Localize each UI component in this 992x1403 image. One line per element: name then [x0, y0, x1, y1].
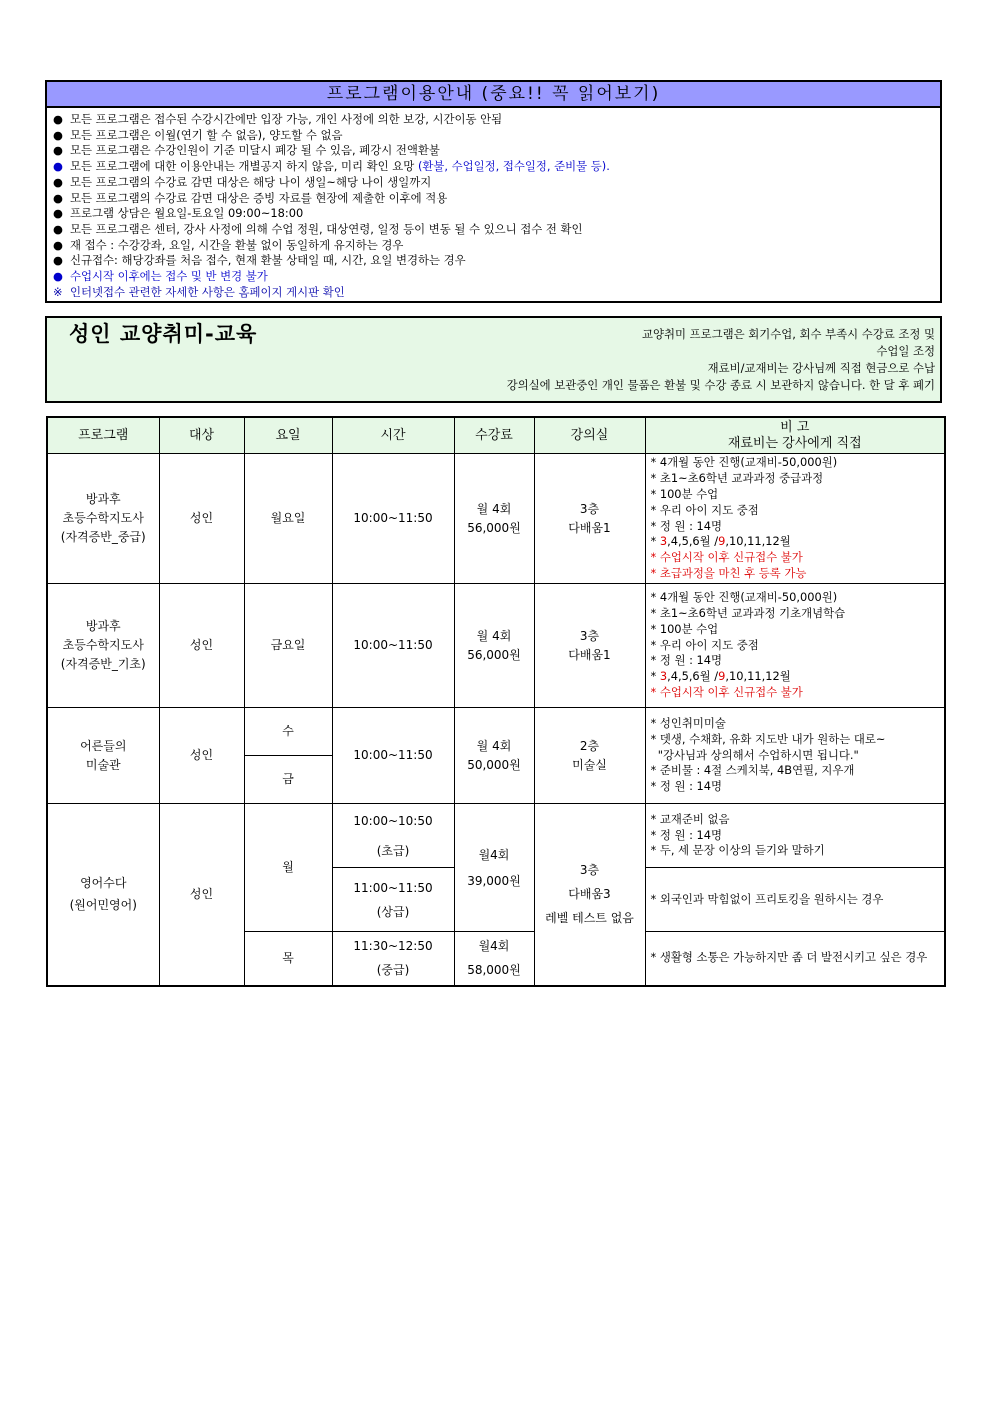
notice-list [47, 108, 940, 300]
category-heading-box [45, 316, 942, 403]
program-notice-box [45, 80, 942, 303]
category-note: 교양취미 프로그램은 회기수업, 회수 부족시 수강료 조정 및 [641, 327, 935, 341]
fee-cell: 월4회 58,000원 [454, 932, 534, 986]
category-title: 성인 교양취미-교육 [69, 322, 258, 346]
remarks-cell: * 4개월 동안 진행(교재비-50,000원) * 초1~초6학년 교과과정 기초개념학습 * 100분 수업 * 우리 아이 지도 중점 * 정 원 : 14명 * 3,4,5,6월 /9,10,11,12월 * 수업시작 이후 신규접수 불가 [645, 584, 945, 708]
day-cell: 월 [244, 804, 332, 932]
remarks-cell: * 교재준비 없음 * 정 원 : 14명 * 두, 세 문장 이상의 듣기와 말하기 [645, 804, 945, 868]
category-notes [507, 326, 935, 394]
notice-title: 프로그램이용안내 (중요!! 꼭 읽어보기) [47, 82, 940, 108]
room-cell: 3층 다배움3 레벨 테스트 없음 [534, 804, 645, 986]
header-fee: 수강료 [454, 417, 534, 454]
category-note: 강의실에 보관중인 개인 물품은 환불 및 수강 종료 시 보관하지 않습니다. 한 달 후 폐기 [506, 378, 935, 392]
notice-item: ● 재 접수 : 수강강좌, 요일, 시간을 환불 없이 동일하게 유지하는 경우 [53, 237, 404, 252]
header-target: 대상 [159, 417, 244, 454]
table-row [47, 584, 945, 708]
target-cell: 성인 [159, 804, 244, 986]
room-cell: 3층 다배움1 [534, 584, 645, 708]
notice-item: ● 모든 프로그램에 대한 이용안내는 개별공지 하지 않음, 미리 확인 요망 (환불, 수업일정, 접수일정, 준비물 등). [53, 159, 610, 174]
header-remarks: 비 고 재료비는 강사에게 직접 [645, 417, 945, 454]
remarks-cell: * 외국인과 막힘없이 프리토킹을 원하시는 경우 [645, 868, 945, 932]
table-row [47, 708, 945, 756]
table-row [47, 804, 945, 868]
program-cell: 영어수다 (원어민영어) [47, 804, 159, 986]
notice-item: ● 모든 프로그램의 수강료 감면 대상은 해당 나이 생일~해당 나이 생일까지 [53, 174, 432, 189]
room-cell: 3층 다배움1 [534, 454, 645, 584]
time-cell: 10:00~11:50 [332, 454, 454, 584]
time-cell: 10:00~11:50 [332, 584, 454, 708]
notice-item: ※ 인터넷접수 관련한 자세한 사항은 홈페이지 게시판 확인 [53, 284, 345, 299]
notice-item: ● 모든 프로그램은 접수된 수강시간에만 입장 가능, 개인 사정에 의한 보강, 시간이동 안됨 [53, 112, 503, 126]
fee-cell: 월 4회 56,000원 [454, 584, 534, 708]
day-cell: 금 [244, 756, 332, 804]
fee-cell: 월 4회 56,000원 [454, 454, 534, 584]
target-cell: 성인 [159, 454, 244, 584]
day-cell: 목 [244, 932, 332, 986]
target-cell: 성인 [159, 584, 244, 708]
category-note: 재료비/교재비는 강사님께 직접 현금으로 수납 [707, 361, 935, 375]
header-program: 프로그램 [47, 417, 159, 454]
notice-item: ● 신규접수: 해당강좌를 처음 접수, 현재 환불 상태일 때, 시간, 요일 변경하는 경우 [53, 253, 466, 268]
time-cell: 10:00~11:50 [332, 708, 454, 804]
header-time: 시간 [332, 417, 454, 454]
remarks-cell: * 4개월 동안 진행(교재비-50,000원) * 초1~초6학년 교과과정 중급과정 * 100분 수업 * 우리 아이 지도 중점 * 정 원 : 14명 * 3,4,5,6월 /9,10,11,12월 * 수업시작 이후 신규접수 불가 * 초급과정을 마친 후 등록 가능 [645, 454, 945, 584]
table-row [47, 454, 945, 584]
day-cell: 수 [244, 708, 332, 756]
header-day: 요일 [244, 417, 332, 454]
fee-cell: 월4회 39,000원 [454, 804, 534, 932]
notice-item: ● 모든 프로그램은 센터, 강사 사정에 의해 수업 정원, 대상연령, 일정 등이 변동 될 수 있으니 접수 전 확인 [53, 221, 583, 236]
months-line: * 3,4,5,6월 /9,10,11,12월 [650, 669, 791, 684]
time-cell: 11:30~12:50 (중급) [332, 932, 454, 986]
notice-item: ● 모든 프로그램은 이월(연기 할 수 없음), 양도할 수 없음 [53, 127, 343, 142]
notice-item: ● 프로그램 상담은 월요일-토요일 09:00~18:00 [53, 206, 304, 221]
schedule-table [46, 416, 946, 987]
fee-cell: 월 4회 50,000원 [454, 708, 534, 804]
remarks-cell: * 생활형 소통은 가능하지만 좀 더 발전시키고 싶은 경우 [645, 932, 945, 986]
target-cell: 성인 [159, 708, 244, 804]
header-room: 강의실 [534, 417, 645, 454]
program-cell: 어른들의 미술관 [47, 708, 159, 804]
remarks-cell: * 성인취미미술 * 뎃생, 수채화, 유화 지도반 내가 원하는 대로~ "강사님과 상의해서 수업하시면 됩니다." * 준비물 : 4절 스케치북, 4B연필, 지우개 * 정 원 : 14명 [645, 708, 945, 804]
notice-item: ● 수업시작 이후에는 접수 및 반 변경 불가 [53, 269, 268, 284]
room-cell: 2층 미술실 [534, 708, 645, 804]
table-header-row [47, 417, 945, 454]
notice-item: ● 모든 프로그램의 수강료 감면 대상은 증빙 자료를 현장에 제출한 이후에 적용 [53, 190, 448, 205]
program-cell: 방과후 초등수학지도사 (자격증반_중급) [47, 454, 159, 584]
time-cell: 10:00~10:50 (초급) [332, 804, 454, 868]
time-cell: 11:00~11:50 (상급) [332, 868, 454, 932]
day-cell: 월요일 [244, 454, 332, 584]
program-cell: 방과후 초등수학지도사 (자격증반_기초) [47, 584, 159, 708]
months-line: * 3,4,5,6월 /9,10,11,12월 [650, 534, 791, 549]
category-note: 수업일 조정 [876, 344, 935, 358]
notice-item: ● 모든 프로그램은 수강인원이 기준 미달시 폐강 될 수 있음, 폐강시 전액환불 [53, 143, 440, 158]
day-cell: 금요일 [244, 584, 332, 708]
